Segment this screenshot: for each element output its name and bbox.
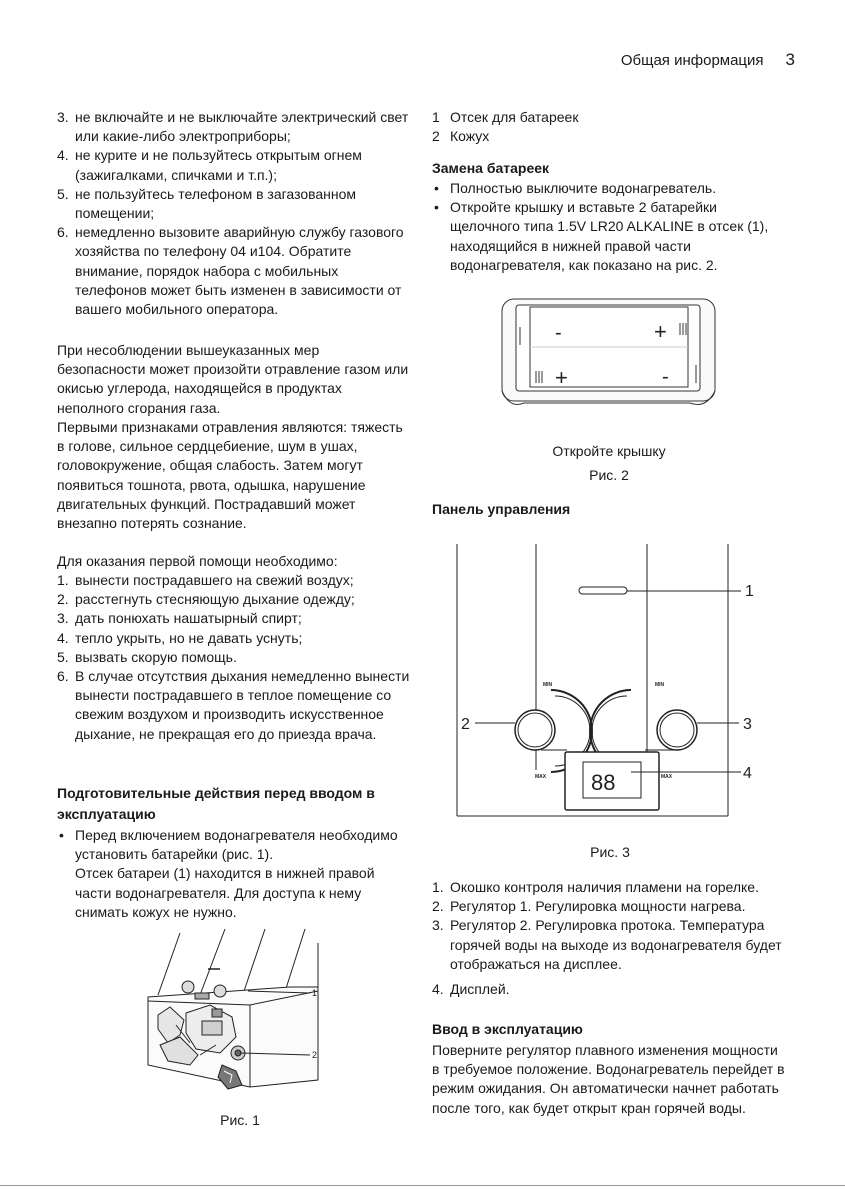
list-item: • Перед включением водонагревателя необходимо установить батарейки (рис. 1). bbox=[59, 827, 398, 863]
list-item: 1. вынести пострадавшего на свежий воздух; bbox=[57, 572, 354, 588]
firstaid-intro: Для оказания первой помощи необходимо: bbox=[57, 553, 338, 569]
fig3-max-right: MAX bbox=[661, 774, 673, 780]
fig3-control-panel bbox=[455, 540, 775, 820]
battery-heading: Замена батареек bbox=[432, 160, 550, 176]
list-item: 1 Отсек для батареек bbox=[432, 109, 579, 125]
symptoms-paragraph: Первыми признаками отравления являются: тяжесть в голове, сильное сердцебиение, шум в ушах, головокружение, общая слабость. Затем могут появиться тошнота, рвота, одышка, нарушение двигательных функций. Пострадавший может внезапно потерять сознание. bbox=[57, 419, 403, 532]
list-item: 3. дать понюхать нашатырный спирт; bbox=[57, 610, 302, 627]
fig2-minus-top: - bbox=[555, 322, 562, 344]
battery-steps bbox=[432, 179, 788, 275]
fig2-caption-1: Откройте крышку bbox=[552, 443, 666, 459]
list-item: 6. немедленно вызовите аварийную службу газового хозяйства по телефону 04 и104. Обратите внимание, порядок набора с мобильных телефонов может быть изменен в зависимости от вашего мобильного оператора. bbox=[57, 224, 404, 318]
bottom-rule bbox=[0, 1185, 845, 1186]
list-item: 6. В случае отсутствия дыхания немедленно вынести вынести пострадавшего в теплое помещение со свежим воздухом и производить искусственное дыхание, не прекращая его до приезда врача. bbox=[57, 668, 410, 742]
firstaid-list bbox=[57, 571, 411, 744]
safety-list bbox=[57, 108, 411, 319]
list-item: 4. Дисплей. bbox=[432, 981, 510, 998]
fig2-battery-compartment bbox=[500, 295, 718, 410]
page-header bbox=[621, 50, 795, 70]
fig3-label-1: 1 bbox=[745, 583, 754, 600]
fig3-min-right: MIN bbox=[655, 682, 665, 688]
prep-bullets bbox=[57, 826, 411, 922]
fig-legend bbox=[432, 108, 788, 146]
fig3-label-4: 4 bbox=[743, 765, 752, 782]
prep-continuation: Отсек батареи (1) находится в нижней правой части водонагревателя. Для доступа к нему снимать кожух не нужно. bbox=[75, 865, 375, 920]
fig3-min-left: MIN bbox=[543, 682, 553, 688]
list-item: 3. не включайте и не выключайте электрический свет или какие-либо электроприборы; bbox=[57, 109, 409, 145]
fig3-max-left: MAX bbox=[535, 774, 547, 780]
fig2-plus-bottom: + bbox=[555, 365, 568, 390]
list-item: • Откройте крышку и вставьте 2 батарейки щелочного типа 1.5V LR20 ALKALINE в отсек (1), находящийся в нижней правой части водонагревателя, как показано на рис. 2. bbox=[434, 199, 769, 273]
commission-heading: Ввод в эксплуатацию bbox=[432, 1021, 583, 1037]
panel-list bbox=[432, 878, 788, 999]
fig3-label-3: 3 bbox=[743, 716, 752, 733]
list-item: 5. не пользуйтесь телефоном в загазованном помещении; bbox=[57, 185, 357, 222]
list-item: • Полностью выключите водонагреватель. bbox=[434, 180, 717, 196]
list-item: 4. не курите и не пользуйтесь открытым огнем (зажигалками, спичками и т.п.); bbox=[57, 147, 362, 183]
prep-heading: Подготовительные действия перед вводом в эксплуатацию bbox=[57, 785, 375, 822]
fig3-display-digits: 88 bbox=[591, 770, 616, 795]
warning-paragraph: При несоблюдении вышеуказанных мер безопасности может произойти отравление газом или окисью углерода, находящейся в продуктах неполного сгорания газа. bbox=[57, 342, 409, 416]
fig1-heater-illustration bbox=[140, 925, 340, 1095]
fig3-caption: Рис. 3 bbox=[590, 844, 630, 860]
list-item: 2 Кожух bbox=[432, 128, 490, 145]
fig1-label-2: 2 bbox=[312, 1050, 318, 1060]
list-item: 2. Регулятор 1. Регулировка мощности нагрева. bbox=[432, 898, 746, 915]
fig2-plus-top: + bbox=[654, 319, 667, 344]
fig2-minus-bottom: - bbox=[662, 366, 669, 388]
list-item: 2. расстегнуть стесняющую дыхание одежду; bbox=[57, 591, 355, 608]
list-item: 4. тепло укрыть, но не давать уснуть; bbox=[57, 629, 303, 646]
header-title: Общая информация bbox=[620, 52, 764, 69]
fig1-label-1: 1 bbox=[312, 988, 318, 998]
page-number: 3 bbox=[785, 50, 795, 69]
commission-text: Поверните регулятор плавного изменения мощности в требуемое положение. Водонагреватель перейдет в режим ожидания. Он автоматически начнет работать после того, как будет открыт кран горячей воды. bbox=[432, 1042, 785, 1116]
fig1-caption: Рис. 1 bbox=[220, 1112, 260, 1128]
list-item: 3. Регулятор 2. Регулировка протока. Температура горячей воды на выходе из водонагревателя будет отображаться на дисплее. bbox=[432, 917, 782, 972]
fig2-caption-2: Рис. 2 bbox=[589, 467, 629, 483]
list-item: 1. Окошко контроля наличия пламени на горелке. bbox=[432, 879, 759, 895]
list-item: 5. вызвать скорую помощь. bbox=[57, 648, 237, 665]
panel-heading: Панель управления bbox=[432, 501, 571, 517]
fig3-label-2: 2 bbox=[461, 716, 470, 733]
